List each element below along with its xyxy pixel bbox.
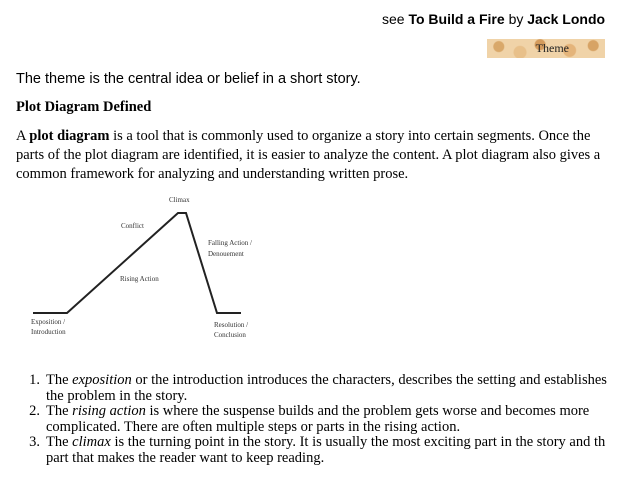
- para-line1: is a tool that is commonly used to organize a story into certain segments. Once the: [113, 128, 591, 144]
- theme-banner-label: Theme: [535, 41, 569, 55]
- list-item: [18, 373, 638, 404]
- list-line2: part that makes the reader want to keep reading.: [46, 449, 325, 466]
- list-term: exposition: [72, 372, 132, 388]
- label-falling-1: Falling Action /: [208, 239, 252, 247]
- plot-diagram-paragraph: [16, 127, 626, 184]
- list-number: 3.: [29, 434, 40, 450]
- list-line2: the problem in the story.: [46, 387, 188, 404]
- label-resolution-2: Conclusion: [214, 331, 246, 339]
- theme-banner: [487, 39, 605, 58]
- list-pre: The: [46, 372, 69, 388]
- label-exposition-2: Introduction: [31, 328, 66, 336]
- source-reference: [382, 11, 605, 27]
- list-term: climax: [72, 434, 111, 450]
- list-number: 1.: [29, 372, 40, 388]
- label-conflict: Conflict: [121, 222, 144, 230]
- label-rising: Rising Action: [120, 275, 159, 283]
- list-pre: The: [46, 403, 69, 419]
- theme-definition: The theme is the central idea or belief in a short story.: [16, 71, 361, 87]
- list-number: 2.: [29, 403, 40, 419]
- list-pre: The: [46, 434, 69, 450]
- label-falling-2: Denouement: [208, 250, 244, 258]
- para-article: A: [16, 128, 26, 144]
- story-title: To Build a Fire: [408, 11, 505, 27]
- list-item: [18, 404, 638, 435]
- see-text: see: [382, 11, 405, 27]
- para-line3: common framework for analyzing and understanding written prose.: [16, 166, 409, 182]
- by-text: by: [508, 11, 524, 27]
- label-exposition-1: Exposition /: [31, 318, 66, 326]
- list-line1: is the turning point in the story. It is usually the most exciting part in the story and th: [114, 434, 606, 450]
- label-resolution-1: Resolution /: [214, 321, 249, 329]
- list-line2: complicated. There are often multiple steps or parts in the rising action.: [46, 418, 461, 435]
- section-heading: Plot Diagram Defined: [16, 99, 152, 115]
- label-climax: Climax: [169, 196, 190, 204]
- para-line2: parts of the plot diagram are identified, it is easier to analyze the content. A plot diagram also gives a: [16, 147, 601, 163]
- author-name: Jack Londo: [527, 11, 606, 27]
- para-term: plot diagram: [29, 128, 110, 144]
- list-line1: is where the suspense builds and the problem gets worse and becomes more: [149, 403, 590, 419]
- list-term: rising action: [72, 403, 146, 419]
- plot-diagram: [28, 193, 268, 353]
- plot-elements-list: [18, 373, 638, 466]
- list-item: [18, 435, 638, 466]
- list-line1: or the introduction introduces the characters, describes the setting and establishes: [135, 372, 607, 388]
